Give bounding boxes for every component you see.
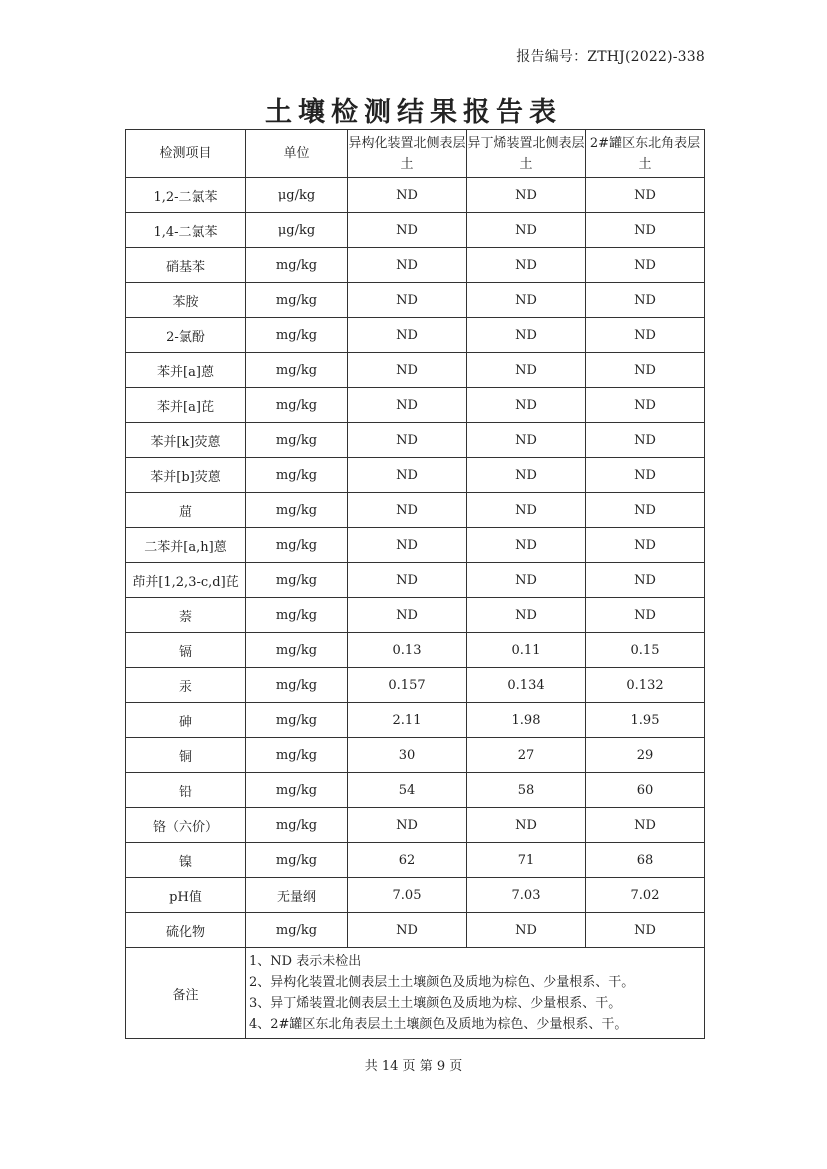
cell-site-2: ND [467,248,586,283]
cell-site-3: ND [586,598,705,633]
cell-item: 萘 [126,598,246,633]
cell-site-2: ND [467,178,586,213]
cell-unit: 无量纲 [246,878,348,913]
cell-site-2: 58 [467,773,586,808]
cell-site-2: ND [467,283,586,318]
cell-unit: mg/kg [246,703,348,738]
cell-site-1: 54 [348,773,467,808]
cell-item: 砷 [126,703,246,738]
table-row [126,878,705,913]
cell-site-1: ND [348,213,467,248]
cell-unit: mg/kg [246,318,348,353]
cell-site-3: ND [586,318,705,353]
cell-unit: mg/kg [246,808,348,843]
table-row [126,913,705,948]
cell-site-3: 68 [586,843,705,878]
cell-item: 1,2-二氯苯 [126,178,246,213]
header-site-3: 2#罐区东北角表层土 [586,130,705,178]
table-row [126,563,705,598]
note-line: 2、异构化装置北侧表层土土壤颜色及质地为棕色、少量根系、干。 [249,975,635,990]
cell-site-1: ND [348,598,467,633]
cell-item: 镉 [126,633,246,668]
cell-item: 铅 [126,773,246,808]
cell-unit: mg/kg [246,913,348,948]
note-line: 3、异丁烯装置北侧表层土土壤颜色及质地为棕、少量根系、干。 [249,996,622,1011]
cell-unit: mg/kg [246,388,348,423]
cell-item: 苯并[a]蒽 [126,353,246,388]
cell-unit: μg/kg [246,178,348,213]
table-row [126,808,705,843]
cell-site-2: ND [467,388,586,423]
cell-site-3: ND [586,248,705,283]
table-row [126,738,705,773]
cell-item: 硫化物 [126,913,246,948]
cell-site-3: 29 [586,738,705,773]
cell-site-3: ND [586,808,705,843]
cell-site-1: 2.11 [348,703,467,738]
results-table [125,129,705,1039]
cell-unit: mg/kg [246,493,348,528]
table-row [126,423,705,458]
cell-site-1: ND [348,283,467,318]
cell-item: 硝基苯 [126,248,246,283]
cell-item: 苯并[b]荧蒽 [126,458,246,493]
cell-site-2: 27 [467,738,586,773]
cell-item: 铜 [126,738,246,773]
cell-site-2: ND [467,458,586,493]
cell-unit: mg/kg [246,738,348,773]
cell-unit: mg/kg [246,843,348,878]
cell-site-2: ND [467,528,586,563]
cell-site-2: 7.03 [467,878,586,913]
table-row [126,318,705,353]
header-item: 检测项目 [126,130,246,178]
cell-site-2: ND [467,598,586,633]
cell-site-1: ND [348,318,467,353]
cell-site-3: 0.15 [586,633,705,668]
cell-site-1: 0.13 [348,633,467,668]
cell-site-3: ND [586,528,705,563]
cell-site-3: ND [586,563,705,598]
cell-item: 苯胺 [126,283,246,318]
page-footer: 共 14 页 第 9 页 [364,1059,463,1074]
cell-item: 2-氯酚 [126,318,246,353]
cell-unit: mg/kg [246,773,348,808]
cell-site-2: ND [467,353,586,388]
cell-unit: mg/kg [246,458,348,493]
cell-item: 铬（六价） [126,808,246,843]
cell-site-3: ND [586,178,705,213]
cell-item: 苯并[a]芘 [126,388,246,423]
cell-unit: mg/kg [246,668,348,703]
header-row [126,130,705,178]
cell-site-3: ND [586,213,705,248]
table-row [126,213,705,248]
cell-item: 镍 [126,843,246,878]
cell-site-2: ND [467,318,586,353]
cell-item: 二苯并[a,h]蒽 [126,528,246,563]
cell-site-1: 62 [348,843,467,878]
cell-unit: mg/kg [246,598,348,633]
table-row [126,703,705,738]
cell-site-1: ND [348,353,467,388]
table-row [126,843,705,878]
cell-site-2: ND [467,913,586,948]
notes-row [126,948,705,1039]
cell-item: pH值 [126,878,246,913]
table-row [126,458,705,493]
table-row [126,283,705,318]
cell-site-1: ND [348,458,467,493]
cell-site-2: 71 [467,843,586,878]
cell-site-1: ND [348,178,467,213]
cell-unit: mg/kg [246,353,348,388]
table-row [126,178,705,213]
cell-site-3: ND [586,353,705,388]
header-site-1: 异构化装置北侧表层土 [348,130,467,178]
cell-item: 汞 [126,668,246,703]
cell-site-3: ND [586,388,705,423]
cell-site-1: ND [348,913,467,948]
cell-site-1: ND [348,563,467,598]
cell-site-3: ND [586,913,705,948]
cell-item: 苯并[k]荧蒽 [126,423,246,458]
cell-site-2: 0.134 [467,668,586,703]
notes-label: 备注 [126,948,246,1039]
table-row [126,633,705,668]
cell-site-3: 7.02 [586,878,705,913]
cell-site-1: ND [348,528,467,563]
cell-site-3: 60 [586,773,705,808]
cell-site-2: ND [467,808,586,843]
header-unit: 单位 [246,130,348,178]
cell-site-2: 0.11 [467,633,586,668]
notes-content [246,948,705,1039]
cell-site-1: 7.05 [348,878,467,913]
table-row [126,388,705,423]
cell-site-3: 1.95 [586,703,705,738]
cell-site-1: ND [348,423,467,458]
cell-item: 茚并[1,2,3-c,d]芘 [126,563,246,598]
cell-site-2: ND [467,563,586,598]
cell-site-2: ND [467,423,586,458]
cell-unit: mg/kg [246,283,348,318]
cell-site-1: 30 [348,738,467,773]
note-line: 1、ND 表示未检出 [249,954,362,969]
cell-unit: mg/kg [246,423,348,458]
cell-site-2: 1.98 [467,703,586,738]
table-row [126,248,705,283]
cell-item: 1,4-二氯苯 [126,213,246,248]
cell-item: 䓛 [126,493,246,528]
report-title: 土壤检测结果报告表 [265,97,562,128]
report-number: 报告编号：ZTHJ(2022)-338 [516,49,705,65]
cell-site-2: ND [467,213,586,248]
cell-unit: mg/kg [246,248,348,283]
cell-site-2: ND [467,493,586,528]
note-line: 4、2#罐区东北角表层土土壤颜色及质地为棕色、少量根系、干。 [249,1017,628,1032]
cell-site-1: ND [348,248,467,283]
table-row [126,598,705,633]
table-row [126,773,705,808]
table-row [126,528,705,563]
results-table-body [126,130,705,1039]
cell-site-3: ND [586,423,705,458]
cell-unit: μg/kg [246,213,348,248]
cell-site-3: ND [586,458,705,493]
cell-site-3: ND [586,283,705,318]
cell-unit: mg/kg [246,563,348,598]
cell-site-1: ND [348,493,467,528]
cell-unit: mg/kg [246,528,348,563]
cell-site-3: 0.132 [586,668,705,703]
cell-site-1: ND [348,388,467,423]
cell-site-1: 0.157 [348,668,467,703]
table-row [126,668,705,703]
cell-site-1: ND [348,808,467,843]
header-site-2: 异丁烯装置北侧表层土 [467,130,586,178]
cell-site-3: ND [586,493,705,528]
table-row [126,353,705,388]
cell-unit: mg/kg [246,633,348,668]
table-row [126,493,705,528]
